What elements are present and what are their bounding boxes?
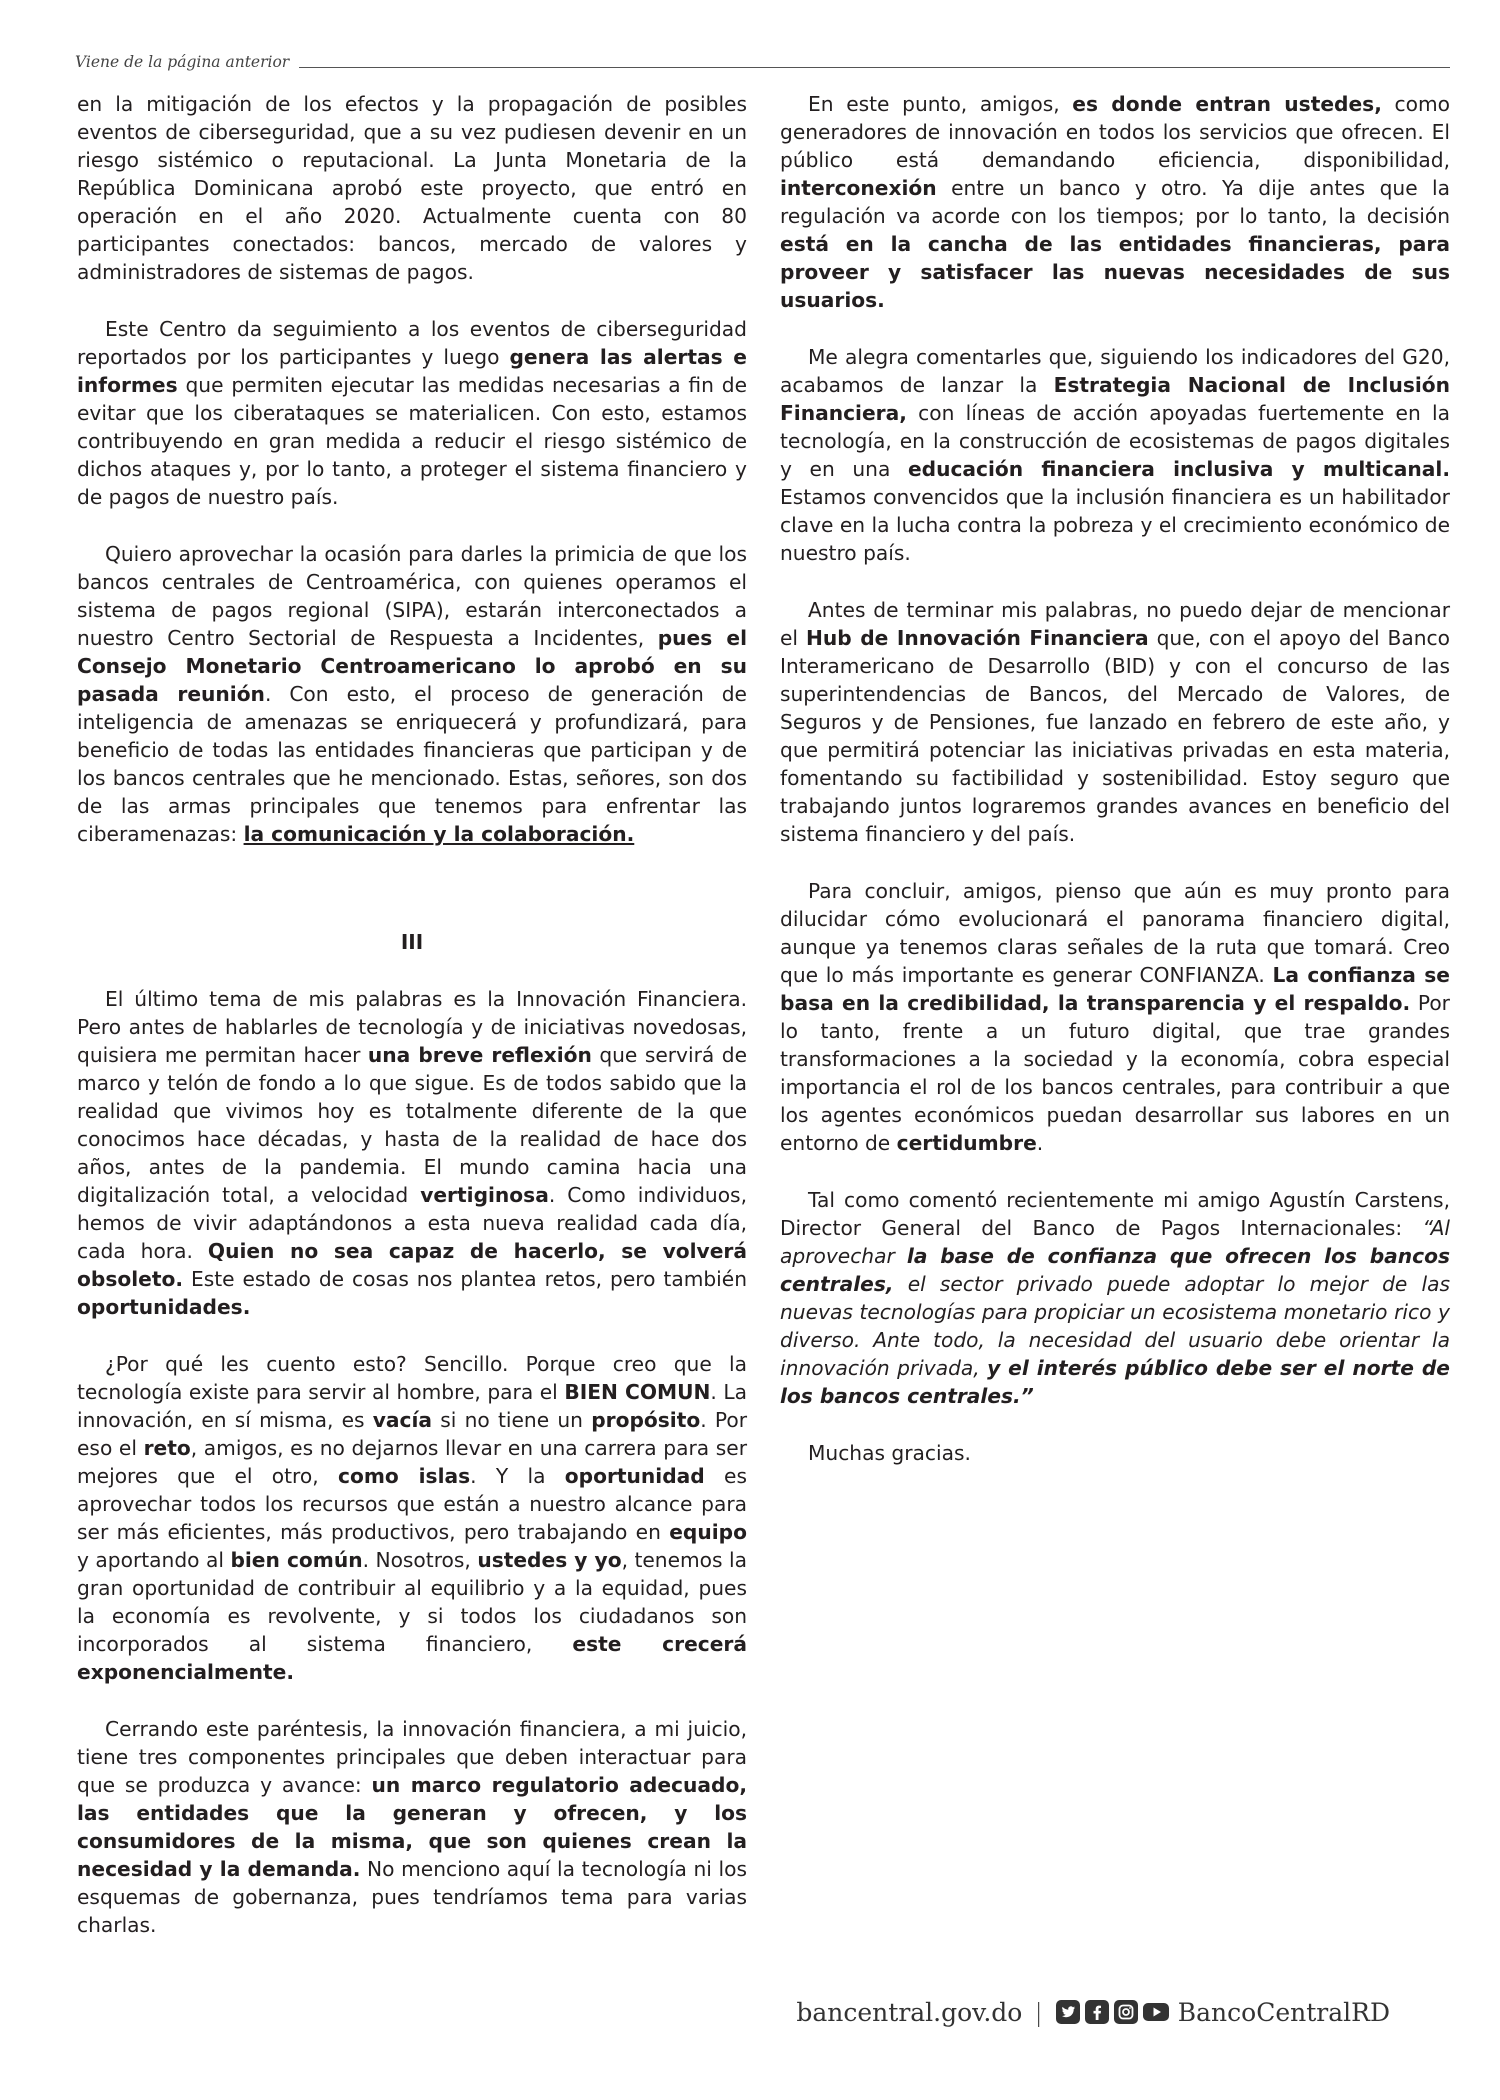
paragraph: Quiero aprovechar la ocasión para darles la primicia de que los bancos centrales de Centroamérica, con quienes operamos el sistema de pagos regional (SIPA), estarán interconectados a nuestro Centro Sectorial de Respuesta a Incidentes, pues el Consejo Monetario Centroamericano lo aprobó en su pasada reunión. Con esto, el proceso de generación de inteligencia de amenazas se enriquecerá y profundizará, para beneficio de todas las entidades financieras que participan y de los bancos centrales que he mencionado. Estas, señores, son dos de las armas principales que tenemos para enfrentar las ciberamenazas: la comunicación y la colaboración. — [77, 542, 747, 846]
social-handle: BancoCentralRD — [1177, 1997, 1390, 2027]
paragraph: ¿Por qué les cuento esto? Sencillo. Porque creo que la tecnología existe para servir al hombre, para el BIEN COMUN. La innovación, en sí misma, es vacía si no tiene un propósito. Por eso el reto, amigos, es no dejarnos llevar en una carrera para ser mejores que el otro, como islas. Y la oportunidad es aprovechar todos los recursos que están a nuestro alcance para ser más eficientes, más productivos, pero trabajando en equipo y aportando al bien común. Nosotros, ustedes y yo, tenemos la gran oportunidad de contribuir al equilibrio y a la equidad, pues la economía es revolvente, y si todos los ciudadanos son incorporados al sistema financiero, este crecerá exponencialmente. — [77, 1352, 748, 1684]
paragraph: En este punto, amigos, es donde entran ustedes, como generadores de innovación en todos los servicios que ofrecen. El público está demandando eficiencia, disponibilidad, interconexión entre un banco y otro. Ya dije antes que la regulación va acorde con los tiempos; por lo tanto, la decisión está en la cancha de las entidades financieras, para proveer y satisfacer las nuevas necesidades de sus usuarios. — [780, 92, 1450, 312]
paragraph: Me alegra comentarles que, siguiendo los indicadores del G20, acabamos de lanzar la Estrategia Nacional de Inclusión Financiera, con líneas de acción apoyadas fuertemente en la tecnología, en la construcción de ecosistemas de pagos digitales y en una educación financiera inclusiva y multicanal. Estamos convencidos que la inclusión financiera es un habilitador clave en la lucha contra la pobreza y el crecimiento económico de nuestro país. — [780, 345, 1451, 565]
paragraph: Cerrando este paréntesis, la innovación financiera, a mi juicio, tiene tres componentes principales que deben interactuar para que se produzca y avance: un marco regulatorio adecuado, las entidades que la generan y ofrecen, y los consumidores de la misma, que son quienes crean la necesidad y la demanda. No menciono aquí la tecnología ni los esquemas de gobernanza, pues tendríamos tema para varias charlas. — [77, 1717, 747, 1937]
page-footer — [796, 1996, 1390, 2028]
page-header — [75, 50, 1450, 72]
right-column — [780, 90, 1450, 1496]
paragraph: El último tema de mis palabras es la Innovación Financiera. Pero antes de hablarles de tecnología y de iniciativas novedosas, quisiera me permitan hacer una breve reflexión que servirá de marco y telón de fondo a lo que sigue. Es de todos sabido que la realidad que vivimos hoy es totalmente diferente de la que conocimos hace décadas, y hasta de la realidad de hace dos años, antes de la pandemia. El mundo camina hacia una digitalización total, a velocidad vertiginosa. Como individuos, hemos de vivir adaptándonos a esta nueva realidad cada día, cada hora. Quien no sea capaz de hacerlo, se volverá obsoleto. Este estado de cosas nos plantea retos, pero también oportunidades. — [77, 987, 747, 1319]
youtube-icon[interactable] — [1142, 1999, 1170, 2025]
facebook-icon[interactable] — [1084, 1999, 1110, 2025]
website-link[interactable]: bancentral.gov.do — [796, 1997, 1023, 2027]
quote-paragraph: Tal como comentó recientemente mi amigo Agustín Carstens, Director General del Banco de Pagos Internacionales: “Al aprovechar la base de confianza que ofrecen los bancos centrales, el sector privado puede adoptar lo mejor de las nuevas tecnologías para propiciar un ecosistema monetario rico y diverso. Ante todo, la necesidad del usuario debe orientar la innovación privada, y el interés público debe ser el norte de los bancos centrales.” — [780, 1188, 1450, 1408]
header-rule — [299, 67, 1450, 68]
left-column — [77, 90, 747, 1968]
footer-separator: | — [1034, 1997, 1043, 2027]
section-heading: III — [400, 930, 424, 954]
paragraph: Antes de terminar mis palabras, no puedo dejar de mencionar el Hub de Innovación Financiera que, con el apoyo del Banco Interamericano de Desarrollo (BID) y con el concurso de las superintendencias de Bancos, del Mercado de Valores, de Seguros y de Pensiones, fue lanzado en febrero de este año, y que permitirá potenciar las iniciativas privadas en esta materia, fomentando su factibilidad y sostenibilidad. Estoy seguro que trabajando juntos lograremos grandes avances en beneficio del sistema financiero y del país. — [780, 598, 1450, 846]
paragraph: en la mitigación de los efectos y la propagación de posibles eventos de ciberseguridad, que a su vez pudiesen devenir en un riesgo sistémico o reputacional. La Junta Monetaria de la República Dominicana aprobó este proyecto, que entró en operación en el año 2020. Actualmente cuenta con 80 participantes conectados: bancos, mercado de valores y administradores de sistemas de pagos. — [77, 92, 747, 284]
underlined-emphasis: la comunicación y la colaboración. — [243, 822, 635, 846]
twitter-icon[interactable] — [1055, 1999, 1081, 2025]
paragraph: Este Centro da seguimiento a los eventos de ciberseguridad reportados por los participantes y luego genera las alertas e informes que permiten ejecutar las medidas necesarias a fin de evitar que los ciberataques se materialicen. Con esto, estamos contribuyendo en gran medida a reducir el riesgo sistémico de dichos ataques y, por lo tanto, a proteger el sistema financiero y de pagos de nuestro país. — [77, 317, 747, 509]
social-icons — [1055, 1999, 1170, 2025]
closing-paragraph: Muchas gracias. — [808, 1441, 971, 1465]
paragraph: Para concluir, amigos, pienso que aún es muy pronto para dilucidar cómo evolucionará el panorama financiero digital, aunque ya tenemos claras señales de la ruta que tomará. Creo que lo más importante es generar CONFIANZA. La confianza se basa en la credibilidad, la transparencia y el respaldo. Por lo tanto, frente a un futuro digital, que trae grandes transformaciones a la sociedad y la economía, cobra especial importancia el rol de los bancos centrales, para contribuir a que los agentes económicos puedan desarrollar sus labores en un entorno de certidumbre. — [780, 879, 1450, 1155]
instagram-icon[interactable] — [1113, 1999, 1139, 2025]
continued-from-previous-page: Viene de la página anterior — [75, 53, 290, 71]
